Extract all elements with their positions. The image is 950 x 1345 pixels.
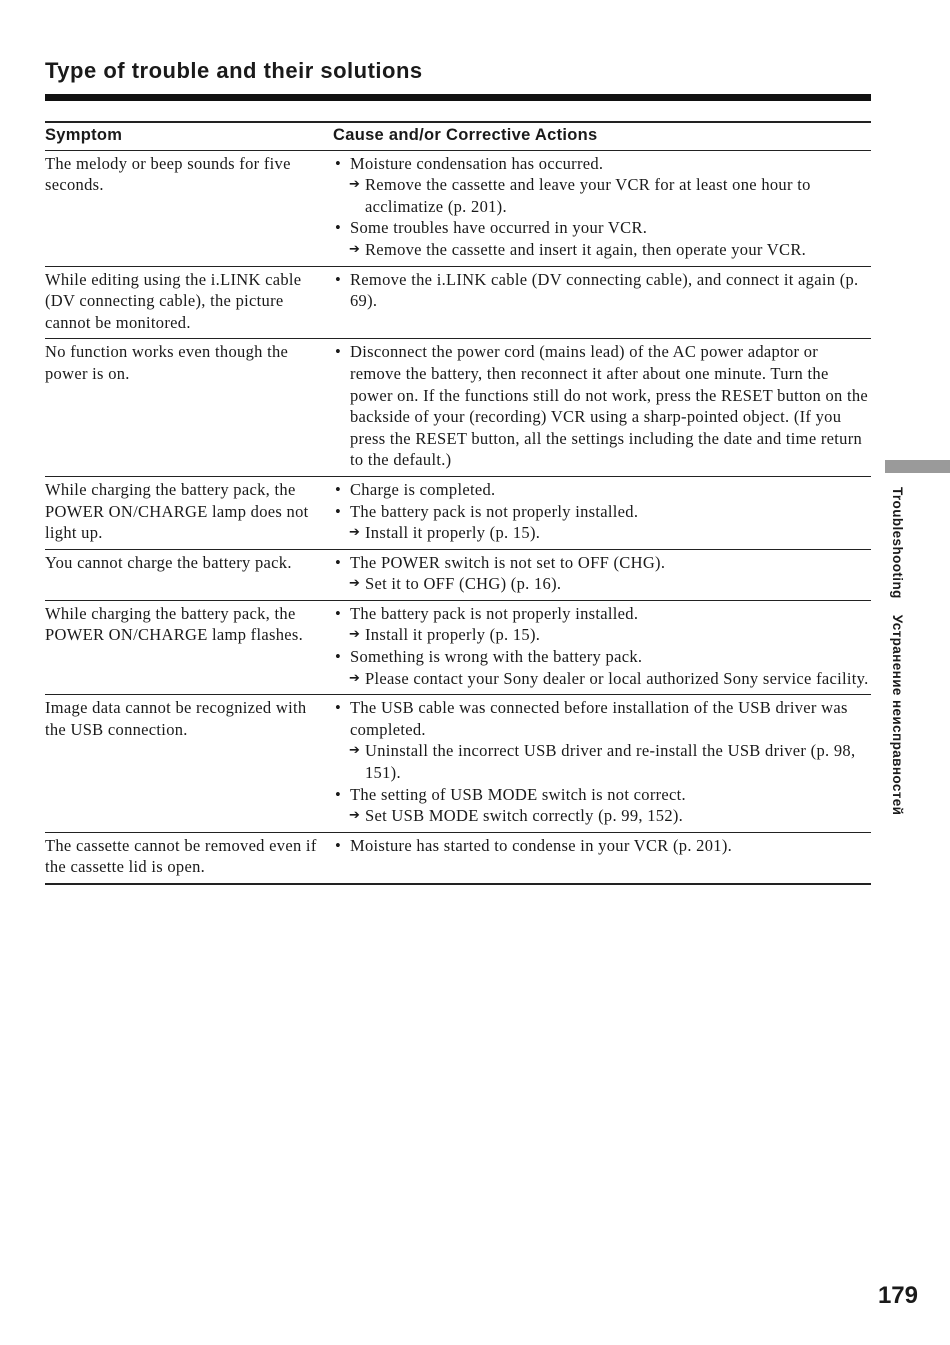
table-row xyxy=(45,476,871,549)
table-row xyxy=(45,600,871,694)
table-row xyxy=(45,150,871,266)
cause-cell xyxy=(333,832,871,884)
symptom-cell: Image data cannot be recognized with the USB connection. xyxy=(45,695,333,833)
corrective-action: ➔ Please contact your Sony dealer or local authorized Sony service facility. xyxy=(349,668,871,690)
title-rule xyxy=(45,94,871,101)
cause-text: The setting of USB MODE switch is not correct. xyxy=(350,784,686,804)
cause-cell xyxy=(333,600,871,694)
cause-text: Moisture has started to condense in your VCR (p. 201). xyxy=(350,835,733,855)
cause-list xyxy=(333,153,871,261)
cause-cell xyxy=(333,476,871,549)
corrective-action: ➔ Set it to OFF (CHG) (p. 16). xyxy=(349,573,871,595)
cause-item xyxy=(333,784,871,806)
cause-item xyxy=(333,269,871,312)
symptom-cell: You cannot charge the battery pack. xyxy=(45,549,333,600)
cause-header: Cause and/or Corrective Actions xyxy=(333,122,871,150)
symptom-header: Symptom xyxy=(45,122,333,150)
cause-cell xyxy=(333,549,871,600)
symptom-cell: The melody or beep sounds for five seconds. xyxy=(45,150,333,266)
table-row xyxy=(45,266,871,339)
cause-text: The POWER switch is not set to OFF (CHG). xyxy=(350,552,666,572)
cause-text: Something is wrong with the battery pack. xyxy=(350,647,643,667)
trouble-table xyxy=(45,121,871,885)
cause-list xyxy=(333,341,871,471)
cause-list xyxy=(333,603,871,689)
table-row xyxy=(45,339,871,477)
cause-text: Moisture condensation has occurred. xyxy=(350,153,604,173)
cause-list xyxy=(333,835,871,857)
cause-item xyxy=(333,153,871,175)
table-row xyxy=(45,695,871,833)
corrective-action: ➔ Uninstall the incorrect USB driver and re-install the USB driver (p. 98, 151). xyxy=(349,740,871,783)
cause-text: Some troubles have occurred in your VCR. xyxy=(350,218,648,238)
cause-item xyxy=(333,552,871,574)
symptom-cell: While charging the battery pack, the POWER ON/CHARGE lamp flashes. xyxy=(45,600,333,694)
cause-item xyxy=(333,341,871,471)
cause-item xyxy=(333,501,871,523)
symptom-cell: While charging the battery pack, the POWER ON/CHARGE lamp does not light up. xyxy=(45,476,333,549)
corrective-action: ➔ Set USB MODE switch correctly (p. 99, 152). xyxy=(349,805,871,827)
cause-text: The battery pack is not properly installed. xyxy=(350,603,639,623)
cause-item xyxy=(333,479,871,501)
page-title: Type of trouble and their solutions xyxy=(45,58,423,83)
cause-cell xyxy=(333,695,871,833)
table-row xyxy=(45,549,871,600)
cause-text: Remove the i.LINK cable (DV connecting cable), and connect it again (p. 69). xyxy=(350,269,859,311)
symptom-cell: The cassette cannot be removed even if the cassette lid is open. xyxy=(45,832,333,884)
table-body xyxy=(45,150,871,884)
section-tab-marker xyxy=(885,460,950,473)
corrective-action: ➔ Remove the cassette and insert it again, then operate your VCR. xyxy=(349,239,871,261)
cause-item xyxy=(333,646,871,668)
cause-list xyxy=(333,269,871,312)
cause-list xyxy=(333,479,871,544)
cause-text: The USB cable was connected before installation of the USB driver was completed. xyxy=(350,698,848,739)
cause-item xyxy=(333,835,871,857)
corrective-action: ➔ Remove the cassette and leave your VCR for at least one hour to acclimatize (p. 201). xyxy=(349,174,871,217)
cause-cell xyxy=(333,150,871,266)
side-label-russian: Устранение неисправностей xyxy=(890,614,905,816)
table-row xyxy=(45,832,871,884)
corrective-action: ➔ Install it properly (p. 15). xyxy=(349,522,871,544)
cause-item xyxy=(333,603,871,625)
page-number: 179 xyxy=(877,1282,918,1309)
symptom-cell: No function works even though the power is on. xyxy=(45,339,333,477)
cause-item xyxy=(333,697,871,740)
cause-item xyxy=(333,217,871,239)
cause-cell xyxy=(333,266,871,339)
corrective-action: ➔ Install it properly (p. 15). xyxy=(349,624,871,646)
section-side-label xyxy=(880,487,905,867)
cause-text: Disconnect the power cord (mains lead) of the AC power adaptor or remove the battery, then reconnect it after about one minute. Turn the power on. If the functions still do not work, press the RESET button on the backside of your (recording) VCR using a sharp-pointed object. (If you press the RESET button, all the settings including the date and time return to the default.) xyxy=(350,342,869,470)
symptom-cell: While editing using the i.LINK cable (DV connecting cable), the picture cannot be monitored. xyxy=(45,266,333,339)
cause-list xyxy=(333,552,871,595)
cause-cell xyxy=(333,339,871,477)
cause-text: Charge is completed. xyxy=(350,479,496,499)
cause-list xyxy=(333,697,871,827)
table-header-row xyxy=(45,122,871,150)
cause-text: The battery pack is not properly installed. xyxy=(350,501,639,521)
side-label-english: Troubleshooting xyxy=(890,487,905,599)
